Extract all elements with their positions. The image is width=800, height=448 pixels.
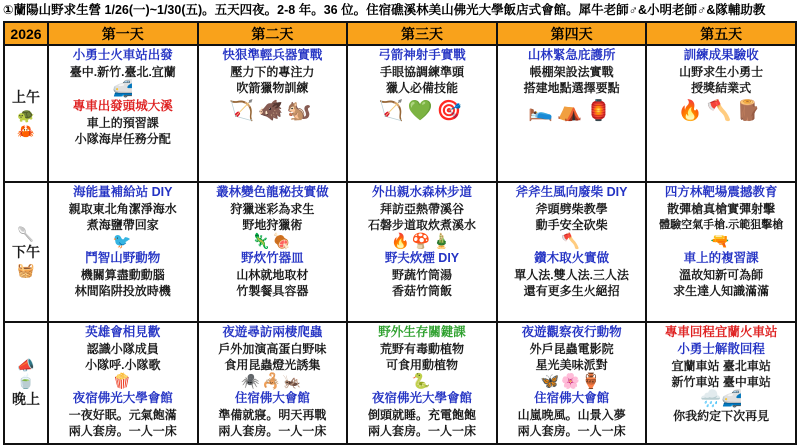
header-day2: 第二天 — [198, 22, 348, 45]
axe-icon: 🪓 — [706, 100, 736, 123]
activity-subtitle: 小勇士解散回程 — [677, 341, 765, 356]
salt-spoon-icon: 🥄 — [17, 225, 35, 242]
row-label-afternoon — [4, 182, 48, 322]
activity-line: 吹箭獵物訓練 — [236, 81, 309, 96]
activity-line: 荒野有毒動植物 — [379, 341, 464, 356]
lodging-title: 夜宿佛光大學會館 — [371, 390, 472, 405]
flower-icon: 🌸 — [561, 372, 582, 390]
activity-line: 搭建地點選擇要點 — [523, 81, 620, 96]
lodging-line: 倒頭就睡。充電飽飽 — [367, 407, 476, 422]
header-day1: 第一天 — [48, 22, 198, 45]
sleeping-bag-icon: 🛌 — [528, 100, 558, 123]
header-day4: 第四天 — [497, 22, 647, 45]
cell-day3-evening — [347, 322, 497, 444]
activity-line: 動手安全砍柴 — [535, 217, 608, 232]
meat-icon: 🍖 — [272, 232, 294, 250]
activity-line: 臺中.新竹.臺北.宜蘭 — [69, 65, 176, 80]
activity-line: 野蔬竹筒湯 — [391, 267, 452, 282]
activity-title: 訓練成果驗收 — [683, 48, 759, 63]
cell-day1-afternoon — [48, 182, 198, 322]
activity-title: 野外生存關鍵課 — [378, 324, 466, 339]
leaf-heart-icon: 💚 — [407, 100, 437, 123]
mushroom-icon: 🍄 — [411, 232, 433, 250]
activity-line: 野地狩獵術 — [242, 217, 303, 232]
snake-icon: 🐍 — [411, 372, 433, 390]
row-label-morning — [4, 45, 48, 181]
activity-line: 壓力下的專注力 — [230, 65, 315, 80]
activity-line: 香菇竹筒飯 — [391, 283, 452, 298]
closing-line: 你我約定下次再見 — [673, 408, 770, 423]
train-icon: 🚅 — [112, 79, 134, 99]
lantern-icon: 🏮 — [586, 100, 615, 123]
activity-line: 體驗空氣手槍.示範狙擊槍 — [659, 218, 784, 231]
lodging-line: 準備就寢。明天再戰 — [218, 407, 327, 422]
activity-line: 授獎結業式 — [691, 81, 752, 96]
spider-icon: 🕷️ — [241, 372, 263, 390]
activity-line: 小隊呼.小隊歌 — [85, 357, 161, 372]
rifle-icon: 🔫 — [710, 232, 732, 250]
activity-line: 斧頭劈柴教學 — [535, 201, 608, 216]
activity-line: 親取東北角潔淨海水 — [68, 201, 177, 216]
squirrel-icon: 🐿️ — [286, 100, 316, 123]
megaphone-icon: 📣 — [17, 356, 35, 373]
activity-title: 夜遊觀察夜行動物 — [521, 324, 622, 339]
lodging-title: 住宿佛大會館 — [534, 390, 610, 405]
archer-icon: 🏹 — [229, 100, 258, 123]
cell-day4-afternoon — [497, 182, 647, 322]
activity-line: 煮海鹽帶回家 — [86, 217, 159, 232]
row-label-text: 上午 — [12, 89, 40, 106]
activity-title: 鑽木取火實做 — [534, 250, 610, 265]
cell-day4-evening — [497, 322, 647, 444]
activity-title: 車上的複習課 — [683, 250, 759, 265]
activity-line: 山林就地取材 — [236, 267, 309, 282]
activity-line: 食用昆蟲燈光誘集 — [224, 357, 321, 372]
morning-row — [4, 45, 796, 181]
target-icon: 🎯 — [436, 100, 466, 123]
activity-title: 夜遊尋訪兩棲爬蟲 — [222, 324, 323, 339]
lodging-line: 山嵐晚風。山景入夢 — [517, 407, 626, 422]
activity-line: 拜訪亞熱帶溪谷 — [379, 201, 464, 216]
activity-line: 狩獵迷彩為求生 — [230, 201, 315, 216]
lodging-line: 兩人套房。一人一床 — [367, 423, 476, 438]
activity-line: 車上的預習課 — [86, 116, 159, 131]
activity-line: 林間陷阱投放時機 — [74, 283, 171, 298]
activity-title: 野夫炊煙 DIY — [384, 250, 460, 265]
butterfly-icon: 🦋 — [540, 372, 562, 390]
activity-line: 新竹車站 臺中車站 — [671, 374, 771, 389]
activity-title: 外出親水森林步道 — [371, 184, 472, 199]
activity-title: 鬥智山野動物 — [85, 250, 161, 265]
row-label-evening — [4, 322, 48, 444]
schedule-table — [3, 21, 797, 445]
activity-title: 專車回程宜蘭火車站 — [664, 324, 778, 339]
tent-icon: ⛺ — [557, 100, 587, 123]
lodging-title: 住宿佛大會館 — [234, 390, 310, 405]
boar-icon: 🐗 — [257, 100, 287, 123]
scorpion-icon: 🦂 — [262, 372, 283, 390]
archer-icon: 🏹 — [378, 100, 408, 123]
activity-line: 山野求生小勇士 — [679, 65, 764, 80]
activity-title: 叢林變色龍秘技實做 — [216, 184, 329, 199]
cell-day5-morning — [646, 45, 796, 181]
activity-line: 戶外加演高蛋白野味 — [218, 341, 327, 356]
popcorn-icon: 🍿 — [112, 372, 134, 390]
activity-line: 宜蘭車站 臺北車站 — [671, 358, 771, 373]
activity-line: 竹製餐具容器 — [236, 283, 309, 298]
activity-title: 快狠準輕兵器實戰 — [222, 48, 323, 63]
evening-row — [4, 322, 796, 444]
activity-title: 山林緊急庇護所 — [527, 48, 616, 63]
header-day3: 第三天 — [347, 22, 497, 45]
cell-day3-morning — [347, 45, 497, 181]
cell-day2-morning — [198, 45, 348, 181]
wood-icon: 🪵 — [735, 100, 765, 123]
rain-cloud-icon: 🌧️ — [700, 388, 722, 408]
wood-chopper-icon: 🪓 — [561, 232, 582, 250]
activity-title: 弓箭神射手實戰 — [378, 48, 466, 63]
activity-line: 外戶昆蟲電影院 — [529, 341, 614, 356]
campfire-icon: 🔥 — [390, 232, 412, 250]
activity-line: 還有更多生火絕招 — [523, 283, 620, 298]
activity-line: 可食用動植物 — [385, 357, 458, 372]
afternoon-row — [4, 182, 796, 322]
activity-title: 斧斧生風向廢柴 DIY — [515, 184, 628, 199]
turtle-icon: 🐢 — [17, 107, 35, 124]
page-title: ①蘭陽山野求生營 1/26(一)~1/30(五)。五天四夜。2-8 年。36 位。住宿礁溪林美山佛光大學飯店式會館。犀牛老師♂&小明老師♂&隊輔助教 — [3, 3, 766, 17]
soup-icon: 🍵 — [17, 372, 35, 389]
bird-icon: 🐦 — [112, 232, 134, 250]
lodging-line: 兩人套房。一人一床 — [517, 423, 626, 438]
cell-day2-afternoon — [198, 182, 348, 322]
bamboo-icon: 🎍 — [432, 232, 454, 250]
activity-line: 星光美味派對 — [535, 357, 608, 372]
chameleon-icon: 🦎 — [251, 232, 273, 250]
row-label-text: 晚上 — [12, 390, 40, 407]
header-row — [4, 22, 796, 45]
header-day5: 第五天 — [646, 22, 796, 45]
bug-jar-icon: 🏺 — [581, 372, 603, 390]
activity-title: 專車出發頭城大溪 — [72, 99, 173, 114]
lodging-line: 兩人套房。一人一床 — [218, 423, 327, 438]
activity-title: 英雄會相見歡 — [85, 324, 161, 339]
activity-title: 海能量補給站 DIY — [73, 184, 173, 199]
mantis-icon: 🦗 — [282, 372, 304, 390]
activity-title: 野炊竹器皿 — [241, 250, 304, 265]
basket-trap-icon: 🧺 — [17, 261, 35, 278]
activity-line: 石磐步道取炊煮溪水 — [367, 217, 476, 232]
row-label-text: 下午 — [12, 243, 40, 260]
activity-line: 溫故知新可為師 — [679, 267, 764, 282]
activity-line: 獵人必備技能 — [385, 81, 458, 96]
train-icon: 🚅 — [721, 388, 743, 408]
cell-day5-afternoon — [646, 182, 796, 322]
activity-title: 四方林靶場震撼教育 — [664, 184, 778, 199]
cell-day1-morning — [48, 45, 198, 181]
activity-line: 認識小隊成員 — [86, 341, 159, 356]
cell-day3-afternoon — [347, 182, 497, 322]
lodging-title: 夜宿佛光大學會館 — [72, 390, 173, 405]
lodging-line: 一夜好眠。元氣飽滿 — [68, 407, 177, 422]
activity-line: 小隊海岸任務分配 — [74, 132, 171, 147]
activity-line: 求生達人知識滿滿 — [673, 283, 770, 298]
cell-day5-evening — [646, 322, 796, 444]
cell-day2-evening — [198, 322, 348, 444]
cell-day1-evening — [48, 322, 198, 444]
lodging-line: 兩人套房。一人一床 — [68, 423, 177, 438]
cell-day4-morning — [497, 45, 647, 181]
activity-line: 手眼協調練準頭 — [379, 65, 464, 80]
activity-line: 帳棚架設法實戰 — [529, 65, 614, 80]
activity-line: 散彈槍真槍實彈射擊 — [667, 201, 776, 216]
fire-striker-icon: 🔥 — [677, 100, 707, 123]
activity-title: 小勇士火車站出發 — [72, 48, 173, 63]
year-cell: 2026 — [4, 22, 48, 45]
crab-icon: 🦀 — [17, 123, 35, 140]
activity-line: 機關算盡動動腦 — [80, 267, 165, 282]
activity-line: 單人法.雙人法.三人法 — [514, 267, 629, 282]
